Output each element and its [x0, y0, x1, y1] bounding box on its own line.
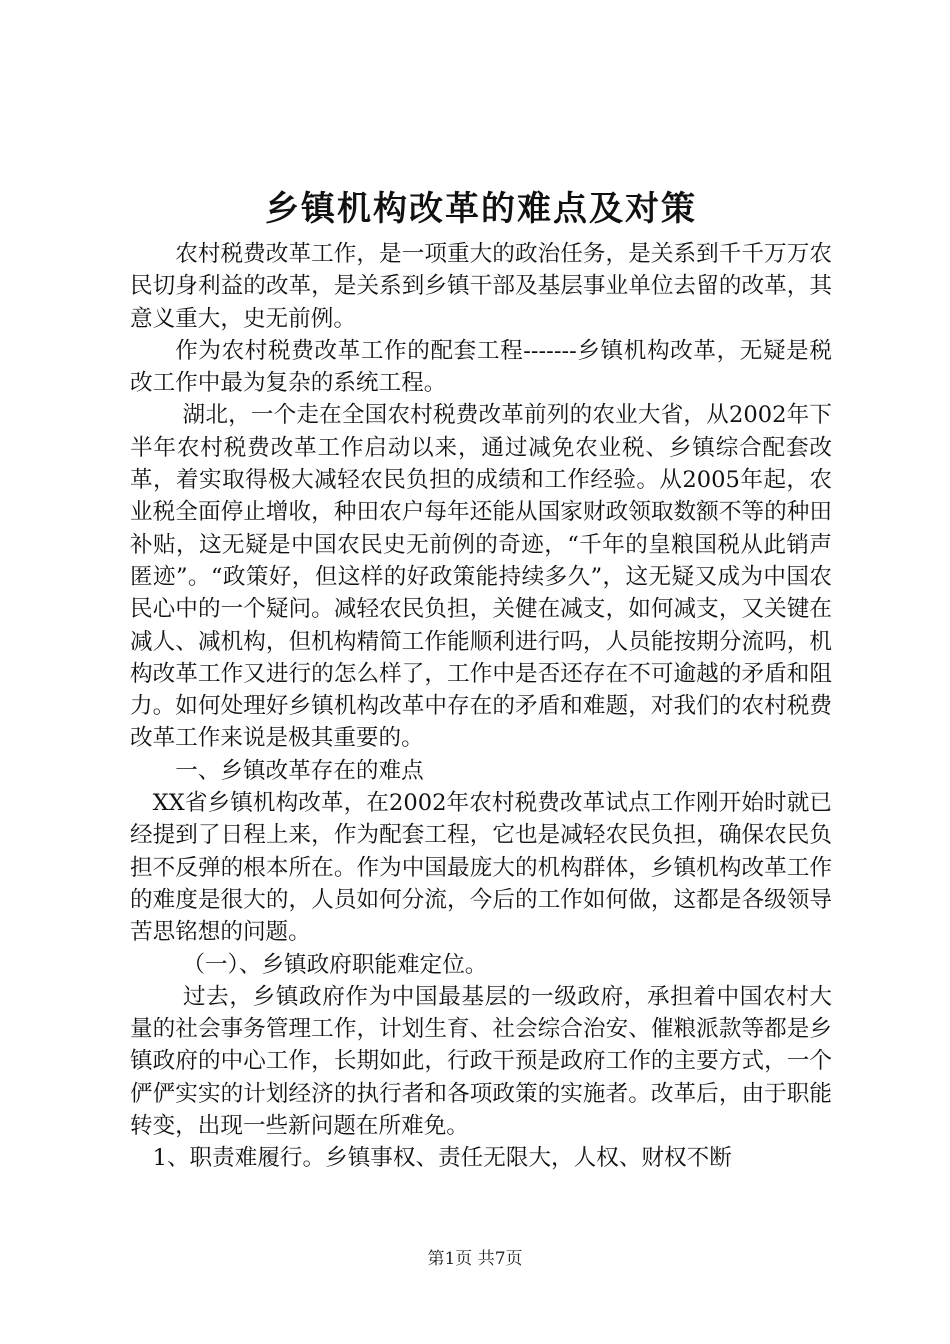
paragraph: 农村税费改革工作，是一项重大的政治任务，是关系到千千万万农民切身利益的改革，是关系到乡镇干部及基层事业单位去留的改革，其意义重大，史无前例。 [130, 241, 832, 332]
document-page [130, 0, 832, 1175]
document-body [130, 238, 832, 1175]
paragraph: 作为农村税费改革工作的配套工程-------乡镇机构改革，无疑是税改工作中最为复杂的系统工程。 [130, 337, 832, 397]
subsection-heading: （一）、乡镇政府职能难定位。 [175, 951, 488, 978]
paragraph: 1、职责难履行。乡镇事权、责任无限大，人权、财权不断 [152, 1145, 732, 1172]
paragraph: 湖北，一个走在全国农村税费改革前列的农业大省，从2002年下半年农村税费改革工作启动以来，通过减免农业税、乡镇综合配套改革，着实取得极大减轻农民负担的成绩和工作经验。从2005年起，农业税全面停止增收，种田农户每年还能从国家财政领取数额不等的种田补贴，这无疑是中国农民史无前例的奇迹，“千年的皇粮国税从此销声匿迹”。“政策好，但这样的好政策能持续多久”，这无疑又成为中国农民心中的一个疑问。减轻农民负担，关健在减支，如何减支，又关键在减人、减机构，但机构精简工作能顺利进行吗，人员能按期分流吗，机构改革工作又进行的怎么样了，工作中是否还存在不可逾越的矛盾和阻力。如何处理好乡镇机构改革中存在的矛盾和难题，对我们的农村税费改革工作来说是极其重要的。 [130, 402, 832, 752]
document-title: 乡镇机构改革的难点及对策 [265, 189, 697, 229]
paragraph: 过去，乡镇政府作为中国最基层的一级政府，承担着中国农村大量的社会事务管理工作，计划生育、社会综合治安、催粮派款等都是乡镇政府的中心工作，长期如此，行政干预是政府工作的主要方式，一个俨俨实实的计划经济的执行者和各项政策的实施者。改革后，由于职能转变，出现一些新问题在所难免。 [130, 983, 833, 1140]
section-heading: 一、乡镇改革存在的难点 [175, 757, 424, 784]
page-footer: 第1页 共7页 [427, 1249, 523, 1269]
paragraph: XX省乡镇机构改革，在2002年农村税费改革试点工作刚开始时就已经提到了日程上来，作为配套工程，它也是减轻农民负担，确保农民负担不反弹的根本所在。作为中国最庞大的机构群体，乡镇机构改革工作的难度是很大的，人员如何分流，今后的工作如何做，这都是各级领导苦思铭想的问题。 [130, 790, 832, 946]
